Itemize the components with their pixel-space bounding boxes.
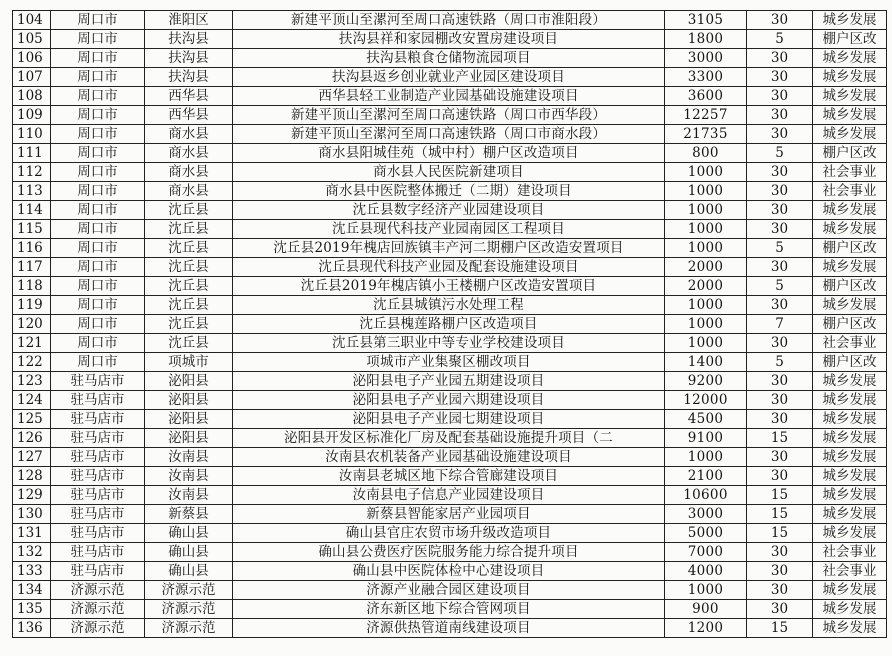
table-row xyxy=(13,87,887,106)
county-cell: 西华县 xyxy=(145,87,233,106)
row-number: 125 xyxy=(13,410,51,429)
term-cell: 5 xyxy=(747,239,813,258)
project-name-cell: 新建平顶山至漯河至周口高速铁路（周口市淮阳段） xyxy=(233,11,665,30)
amount-cell: 900 xyxy=(665,600,747,619)
category-cell: 城乡发展 xyxy=(813,486,887,505)
table-row xyxy=(13,201,887,220)
category-cell: 城乡发展 xyxy=(813,505,887,524)
project-name-cell: 西华县轻工业制造产业园基础设施建设项目 xyxy=(233,87,665,106)
category-cell: 社会事业 xyxy=(813,163,887,182)
category-cell: 城乡发展 xyxy=(813,619,887,638)
county-cell: 确山县 xyxy=(145,524,233,543)
project-name-cell: 新建平顶山至漯河至周口高速铁路（周口市西华段） xyxy=(233,106,665,125)
table-row xyxy=(13,11,887,30)
term-cell: 30 xyxy=(747,372,813,391)
table-row xyxy=(13,182,887,201)
project-name-cell: 商水县中医院整体搬迁（二期）建设项目 xyxy=(233,182,665,201)
county-cell: 沈丘县 xyxy=(145,315,233,334)
city-cell: 周口市 xyxy=(51,68,145,87)
county-cell: 沈丘县 xyxy=(145,239,233,258)
project-name-cell: 济东新区地下综合管网项目 xyxy=(233,600,665,619)
city-cell: 周口市 xyxy=(51,163,145,182)
amount-cell: 2000 xyxy=(665,258,747,277)
city-cell: 周口市 xyxy=(51,353,145,372)
table-row xyxy=(13,581,887,600)
amount-cell: 9100 xyxy=(665,429,747,448)
term-cell: 30 xyxy=(747,87,813,106)
table-row xyxy=(13,315,887,334)
county-cell: 汝南县 xyxy=(145,486,233,505)
table-row xyxy=(13,68,887,87)
row-number: 129 xyxy=(13,486,51,505)
category-cell: 社会事业 xyxy=(813,334,887,353)
table-row xyxy=(13,49,887,68)
table-row xyxy=(13,524,887,543)
table-body xyxy=(13,11,887,638)
row-number: 127 xyxy=(13,448,51,467)
amount-cell: 1000 xyxy=(665,163,747,182)
table-row xyxy=(13,258,887,277)
category-cell: 棚户区改 xyxy=(813,239,887,258)
city-cell: 周口市 xyxy=(51,220,145,239)
amount-cell: 3000 xyxy=(665,505,747,524)
category-cell: 棚户区改 xyxy=(813,353,887,372)
row-number: 123 xyxy=(13,372,51,391)
table-row xyxy=(13,296,887,315)
project-name-cell: 济源供热管道南线建设项目 xyxy=(233,619,665,638)
project-name-cell: 新建平顶山至漯河至周口高速铁路（周口市商水段） xyxy=(233,125,665,144)
county-cell: 确山县 xyxy=(145,543,233,562)
row-number: 105 xyxy=(13,30,51,49)
table-row xyxy=(13,410,887,429)
amount-cell: 1000 xyxy=(665,201,747,220)
term-cell: 15 xyxy=(747,429,813,448)
category-cell: 城乡发展 xyxy=(813,467,887,486)
county-cell: 汝南县 xyxy=(145,448,233,467)
project-name-cell: 沈丘县城镇污水处理工程 xyxy=(233,296,665,315)
category-cell: 城乡发展 xyxy=(813,49,887,68)
county-cell: 沈丘县 xyxy=(145,220,233,239)
project-name-cell: 沈丘县2019年槐店镇小王楼棚户区改造安置项目 xyxy=(233,277,665,296)
category-cell: 城乡发展 xyxy=(813,87,887,106)
city-cell: 驻马店市 xyxy=(51,562,145,581)
category-cell: 城乡发展 xyxy=(813,201,887,220)
term-cell: 15 xyxy=(747,486,813,505)
term-cell: 30 xyxy=(747,106,813,125)
county-cell: 沈丘县 xyxy=(145,201,233,220)
row-number: 117 xyxy=(13,258,51,277)
row-number: 115 xyxy=(13,220,51,239)
project-name-cell: 泌阳县开发区标准化厂房及配套基础设施提升项目（二 xyxy=(233,429,665,448)
row-number: 128 xyxy=(13,467,51,486)
project-name-cell: 泌阳县电子产业园五期建设项目 xyxy=(233,372,665,391)
category-cell: 城乡发展 xyxy=(813,372,887,391)
city-cell: 驻马店市 xyxy=(51,524,145,543)
table-row xyxy=(13,30,887,49)
category-cell: 棚户区改 xyxy=(813,315,887,334)
term-cell: 5 xyxy=(747,277,813,296)
row-number: 114 xyxy=(13,201,51,220)
project-name-cell: 泌阳县电子产业园六期建设项目 xyxy=(233,391,665,410)
county-cell: 扶沟县 xyxy=(145,49,233,68)
amount-cell: 3300 xyxy=(665,68,747,87)
row-number: 109 xyxy=(13,106,51,125)
category-cell: 棚户区改 xyxy=(813,277,887,296)
amount-cell: 1400 xyxy=(665,353,747,372)
project-name-cell: 沈丘县槐莲路棚户区改造项目 xyxy=(233,315,665,334)
term-cell: 30 xyxy=(747,258,813,277)
county-cell: 扶沟县 xyxy=(145,30,233,49)
county-cell: 泌阳县 xyxy=(145,372,233,391)
project-name-cell: 扶沟县返乡创业就业产业园区建设项目 xyxy=(233,68,665,87)
project-name-cell: 沈丘县2019年槐店回族镇丰产河二期棚户区改造安置项目 xyxy=(233,239,665,258)
row-number: 108 xyxy=(13,87,51,106)
category-cell: 社会事业 xyxy=(813,182,887,201)
city-cell: 周口市 xyxy=(51,296,145,315)
term-cell: 30 xyxy=(747,334,813,353)
row-number: 119 xyxy=(13,296,51,315)
term-cell: 30 xyxy=(747,201,813,220)
amount-cell: 3600 xyxy=(665,87,747,106)
project-name-cell: 汝南县电子信息产业园建设项目 xyxy=(233,486,665,505)
city-cell: 周口市 xyxy=(51,182,145,201)
table-row xyxy=(13,239,887,258)
county-cell: 商水县 xyxy=(145,144,233,163)
table-row xyxy=(13,429,887,448)
county-cell: 项城市 xyxy=(145,353,233,372)
row-number: 120 xyxy=(13,315,51,334)
row-number: 132 xyxy=(13,543,51,562)
category-cell: 城乡发展 xyxy=(813,429,887,448)
county-cell: 沈丘县 xyxy=(145,334,233,353)
city-cell: 周口市 xyxy=(51,144,145,163)
amount-cell: 1000 xyxy=(665,296,747,315)
term-cell: 30 xyxy=(747,296,813,315)
county-cell: 济源示范 xyxy=(145,600,233,619)
row-number: 106 xyxy=(13,49,51,68)
city-cell: 驻马店市 xyxy=(51,448,145,467)
project-name-cell: 扶沟县祥和家园棚改安置房建设项目 xyxy=(233,30,665,49)
city-cell: 驻马店市 xyxy=(51,467,145,486)
row-number: 135 xyxy=(13,600,51,619)
county-cell: 泌阳县 xyxy=(145,391,233,410)
category-cell: 城乡发展 xyxy=(813,11,887,30)
amount-cell: 5000 xyxy=(665,524,747,543)
project-name-cell: 汝南县农机装备产业园基础设施建设项目 xyxy=(233,448,665,467)
row-number: 104 xyxy=(13,11,51,30)
category-cell: 城乡发展 xyxy=(813,296,887,315)
term-cell: 5 xyxy=(747,30,813,49)
county-cell: 沈丘县 xyxy=(145,258,233,277)
term-cell: 30 xyxy=(747,467,813,486)
category-cell: 棚户区改 xyxy=(813,144,887,163)
category-cell: 社会事业 xyxy=(813,543,887,562)
project-name-cell: 汝南县老城区地下综合管廊建设项目 xyxy=(233,467,665,486)
row-number: 131 xyxy=(13,524,51,543)
city-cell: 周口市 xyxy=(51,315,145,334)
project-name-cell: 商水县人民医院新建项目 xyxy=(233,163,665,182)
amount-cell: 800 xyxy=(665,144,747,163)
row-number: 111 xyxy=(13,144,51,163)
city-cell: 周口市 xyxy=(51,30,145,49)
amount-cell: 1000 xyxy=(665,239,747,258)
amount-cell: 2000 xyxy=(665,277,747,296)
term-cell: 30 xyxy=(747,410,813,429)
category-cell: 城乡发展 xyxy=(813,125,887,144)
project-name-cell: 沈丘县现代科技产业园南园区工程项目 xyxy=(233,220,665,239)
project-name-cell: 新蔡县智能家居产业园项目 xyxy=(233,505,665,524)
term-cell: 30 xyxy=(747,49,813,68)
row-number: 136 xyxy=(13,619,51,638)
table-row xyxy=(13,448,887,467)
row-number: 130 xyxy=(13,505,51,524)
term-cell: 7 xyxy=(747,315,813,334)
county-cell: 济源示范 xyxy=(145,581,233,600)
category-cell: 城乡发展 xyxy=(813,410,887,429)
amount-cell: 1800 xyxy=(665,30,747,49)
category-cell: 城乡发展 xyxy=(813,448,887,467)
term-cell: 30 xyxy=(747,581,813,600)
table-row xyxy=(13,505,887,524)
term-cell: 30 xyxy=(747,448,813,467)
table-row xyxy=(13,600,887,619)
county-cell: 商水县 xyxy=(145,182,233,201)
city-cell: 周口市 xyxy=(51,125,145,144)
category-cell: 社会事业 xyxy=(813,562,887,581)
city-cell: 周口市 xyxy=(51,239,145,258)
city-cell: 驻马店市 xyxy=(51,543,145,562)
city-cell: 驻马店市 xyxy=(51,505,145,524)
table-row xyxy=(13,353,887,372)
category-cell: 城乡发展 xyxy=(813,106,887,125)
city-cell: 济源示范 xyxy=(51,600,145,619)
amount-cell: 1000 xyxy=(665,182,747,201)
amount-cell: 2100 xyxy=(665,467,747,486)
table-row xyxy=(13,277,887,296)
amount-cell: 21735 xyxy=(665,125,747,144)
county-cell: 确山县 xyxy=(145,562,233,581)
term-cell: 30 xyxy=(747,562,813,581)
row-number: 118 xyxy=(13,277,51,296)
city-cell: 驻马店市 xyxy=(51,410,145,429)
project-name-cell: 商水县阳城佳苑（城中村）棚户区改造项目 xyxy=(233,144,665,163)
city-cell: 周口市 xyxy=(51,11,145,30)
project-name-cell: 沈丘县第三职业中等专业学校建设项目 xyxy=(233,334,665,353)
project-name-cell: 扶沟县粮食仓储物流园项目 xyxy=(233,49,665,68)
city-cell: 周口市 xyxy=(51,277,145,296)
table-row xyxy=(13,543,887,562)
term-cell: 5 xyxy=(747,353,813,372)
row-number: 126 xyxy=(13,429,51,448)
city-cell: 周口市 xyxy=(51,201,145,220)
project-name-cell: 确山县公费医疗医院服务能力综合提升项目 xyxy=(233,543,665,562)
amount-cell: 1000 xyxy=(665,581,747,600)
category-cell: 城乡发展 xyxy=(813,524,887,543)
row-number: 122 xyxy=(13,353,51,372)
term-cell: 15 xyxy=(747,505,813,524)
table-row xyxy=(13,106,887,125)
project-name-cell: 泌阳县电子产业园七期建设项目 xyxy=(233,410,665,429)
city-cell: 驻马店市 xyxy=(51,429,145,448)
row-number: 107 xyxy=(13,68,51,87)
term-cell: 30 xyxy=(747,68,813,87)
city-cell: 周口市 xyxy=(51,87,145,106)
project-name-cell: 沈丘县现代科技产业园及配套设施建设项目 xyxy=(233,258,665,277)
table-row xyxy=(13,163,887,182)
term-cell: 30 xyxy=(747,543,813,562)
category-cell: 城乡发展 xyxy=(813,600,887,619)
category-cell: 棚户区改 xyxy=(813,30,887,49)
table-row xyxy=(13,391,887,410)
amount-cell: 3105 xyxy=(665,11,747,30)
county-cell: 济源示范 xyxy=(145,619,233,638)
county-cell: 泌阳县 xyxy=(145,410,233,429)
term-cell: 30 xyxy=(747,125,813,144)
city-cell: 驻马店市 xyxy=(51,372,145,391)
county-cell: 沈丘县 xyxy=(145,296,233,315)
amount-cell: 1000 xyxy=(665,334,747,353)
category-cell: 城乡发展 xyxy=(813,220,887,239)
table-row xyxy=(13,144,887,163)
city-cell: 济源示范 xyxy=(51,581,145,600)
term-cell: 30 xyxy=(747,600,813,619)
amount-cell: 1000 xyxy=(665,220,747,239)
term-cell: 15 xyxy=(747,524,813,543)
term-cell: 30 xyxy=(747,182,813,201)
table-row xyxy=(13,486,887,505)
project-name-cell: 确山县官庄农贸市场升级改造项目 xyxy=(233,524,665,543)
term-cell: 30 xyxy=(747,391,813,410)
amount-cell: 7000 xyxy=(665,543,747,562)
table-row xyxy=(13,619,887,638)
table-row xyxy=(13,372,887,391)
amount-cell: 12000 xyxy=(665,391,747,410)
county-cell: 扶沟县 xyxy=(145,68,233,87)
category-cell: 城乡发展 xyxy=(813,391,887,410)
row-number: 112 xyxy=(13,163,51,182)
table-row xyxy=(13,334,887,353)
county-cell: 淮阳区 xyxy=(145,11,233,30)
county-cell: 汝南县 xyxy=(145,467,233,486)
project-name-cell: 沈丘县数字经济产业园建设项目 xyxy=(233,201,665,220)
table-row xyxy=(13,562,887,581)
project-name-cell: 济源产业融合园区建设项目 xyxy=(233,581,665,600)
amount-cell: 12257 xyxy=(665,106,747,125)
table-row xyxy=(13,220,887,239)
county-cell: 沈丘县 xyxy=(145,277,233,296)
project-table xyxy=(12,10,887,638)
term-cell: 15 xyxy=(747,619,813,638)
county-cell: 泌阳县 xyxy=(145,429,233,448)
project-name-cell: 项城市产业集聚区棚改项目 xyxy=(233,353,665,372)
term-cell: 30 xyxy=(747,220,813,239)
term-cell: 30 xyxy=(747,11,813,30)
amount-cell: 1000 xyxy=(665,315,747,334)
city-cell: 驻马店市 xyxy=(51,486,145,505)
amount-cell: 1000 xyxy=(665,448,747,467)
table-row xyxy=(13,125,887,144)
amount-cell: 4500 xyxy=(665,410,747,429)
project-name-cell: 确山县中医院体检中心建设项目 xyxy=(233,562,665,581)
category-cell: 城乡发展 xyxy=(813,68,887,87)
county-cell: 商水县 xyxy=(145,163,233,182)
city-cell: 周口市 xyxy=(51,258,145,277)
row-number: 134 xyxy=(13,581,51,600)
city-cell: 济源示范 xyxy=(51,619,145,638)
term-cell: 30 xyxy=(747,163,813,182)
amount-cell: 3000 xyxy=(665,49,747,68)
table-row xyxy=(13,467,887,486)
row-number: 116 xyxy=(13,239,51,258)
amount-cell: 10600 xyxy=(665,486,747,505)
amount-cell: 9200 xyxy=(665,372,747,391)
row-number: 133 xyxy=(13,562,51,581)
row-number: 113 xyxy=(13,182,51,201)
city-cell: 周口市 xyxy=(51,49,145,68)
row-number: 124 xyxy=(13,391,51,410)
term-cell: 5 xyxy=(747,144,813,163)
row-number: 110 xyxy=(13,125,51,144)
city-cell: 驻马店市 xyxy=(51,391,145,410)
city-cell: 周口市 xyxy=(51,334,145,353)
county-cell: 新蔡县 xyxy=(145,505,233,524)
county-cell: 西华县 xyxy=(145,106,233,125)
amount-cell: 4000 xyxy=(665,562,747,581)
county-cell: 商水县 xyxy=(145,125,233,144)
category-cell: 城乡发展 xyxy=(813,581,887,600)
category-cell: 城乡发展 xyxy=(813,258,887,277)
amount-cell: 1200 xyxy=(665,619,747,638)
city-cell: 周口市 xyxy=(51,106,145,125)
row-number: 121 xyxy=(13,334,51,353)
